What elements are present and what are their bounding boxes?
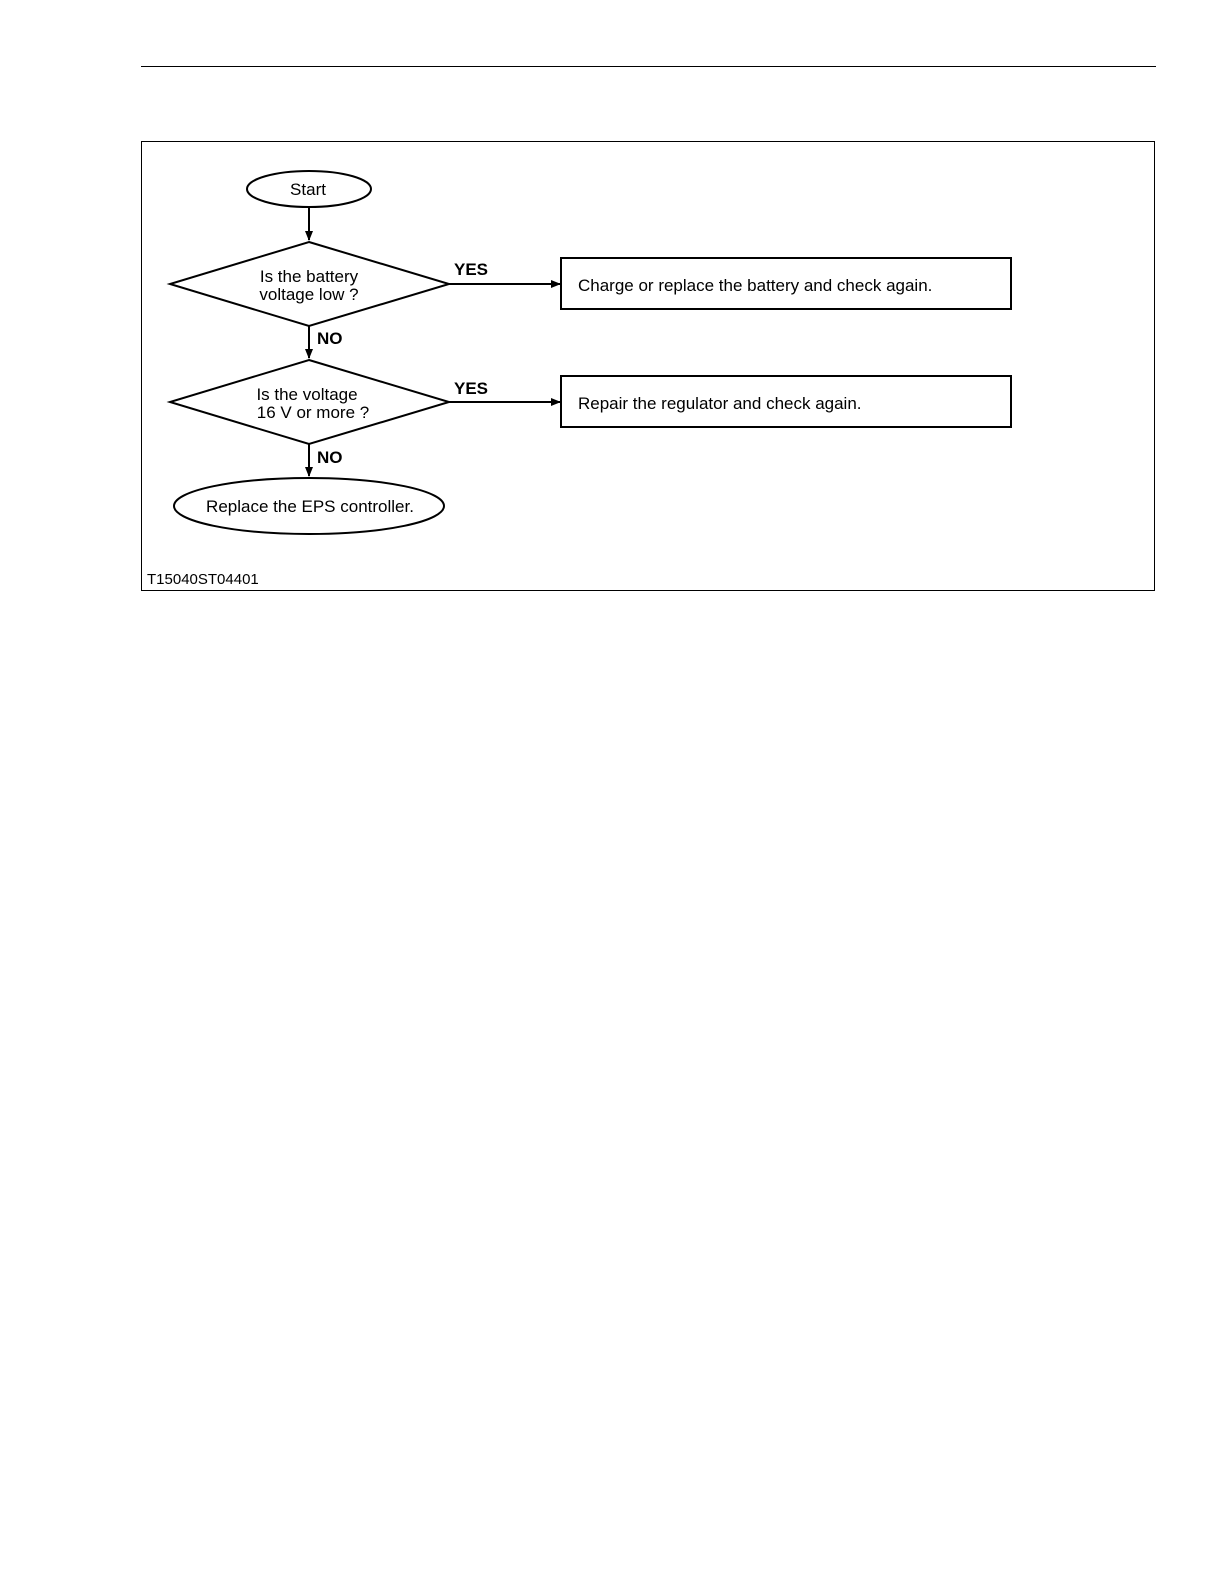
start-label: Start xyxy=(290,180,326,199)
decision2-line1: Is the voltage xyxy=(256,385,358,404)
decision1-line2: voltage low ? xyxy=(259,285,359,304)
decision1-yes-label: YES xyxy=(454,260,489,279)
decision2-yes-label: YES xyxy=(454,379,489,398)
figure-id: T15040ST04401 xyxy=(147,571,259,588)
end-label: Replace the EPS controller. xyxy=(206,497,414,516)
decision2-line2: 16 V or more ? xyxy=(256,403,370,422)
action2-label: Repair the regulator and check again. xyxy=(578,394,862,413)
action1-label: Charge or replace the battery and check again. xyxy=(578,276,933,295)
decision1-no-label: NO xyxy=(317,329,343,348)
decision2-no-label: NO xyxy=(317,448,343,467)
decision1-line1: Is the battery xyxy=(259,267,359,286)
